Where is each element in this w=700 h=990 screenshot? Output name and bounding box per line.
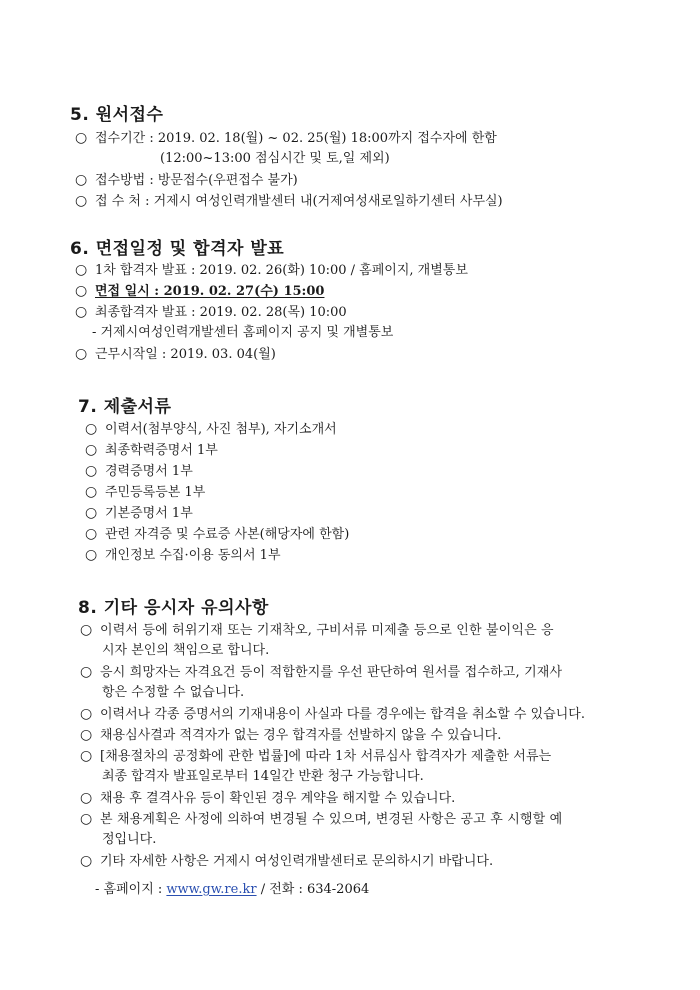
item-text: 접수방법 : 방문접수(우편접수 불가) [95, 173, 298, 188]
section-8-item-1 [80, 622, 554, 639]
section-5-item-1-continuation: (12:00~13:00 점심시간 및 토,일 제외) [160, 151, 390, 166]
item-text: 기본증명서 1부 [105, 506, 193, 521]
circle-bullet-icon: ○ [85, 505, 98, 521]
circle-bullet-icon: ○ [75, 304, 88, 320]
circle-bullet-icon: ○ [80, 664, 93, 680]
section-5-item-3 [75, 193, 503, 210]
interview-date-text: 면접 일시 : 2019. 02. 27(수) 15:00 [95, 284, 325, 299]
item-text: 접 수 처 : 거제시 여성인력개발센터 내(거제여성새로일하기센터 사무실) [95, 194, 503, 209]
circle-bullet-icon: ○ [80, 811, 93, 827]
circle-bullet-icon: ○ [85, 547, 98, 563]
section-7-heading: 7. 제출서류 [78, 397, 172, 417]
item-text: 주민등록등본 1부 [105, 485, 206, 500]
item-text: 최종합격자 발표 : 2019. 02. 28(목) 10:00 [95, 305, 347, 320]
circle-bullet-icon: ○ [80, 790, 93, 806]
circle-bullet-icon: ○ [75, 172, 88, 188]
section-8-item-1-continuation: 시자 본인의 책임으로 합니다. [102, 643, 270, 658]
section-8-item-7 [80, 811, 562, 828]
circle-bullet-icon: ○ [80, 622, 93, 638]
circle-bullet-icon: ○ [85, 463, 98, 479]
item-text: 최종학력증명서 1부 [105, 443, 218, 458]
section-8-heading: 8. 기타 응시자 유의사항 [78, 598, 269, 618]
item-text: 기타 자세한 사항은 거제시 여성인력개발센터로 문의하시기 바랍니다. [100, 854, 494, 869]
section-6-item-1 [75, 262, 468, 279]
circle-bullet-icon: ○ [85, 442, 98, 458]
circle-bullet-icon: ○ [75, 346, 88, 362]
item-text: 개인정보 수집·이용 동의서 1부 [105, 548, 281, 563]
section-7-item-1 [85, 421, 337, 438]
section-8-item-8 [80, 853, 493, 870]
section-6-item-3-continuation: - 거제시여성인력개발센터 홈페이지 공지 및 개별통보 [92, 325, 394, 340]
section-5-item-1 [75, 130, 497, 147]
item-text: 관련 자격증 및 수료증 사본(해당자에 한함) [105, 527, 350, 542]
item-text: 채용심사결과 적격자가 없는 경우 합격자를 선발하지 않을 수 있습니다. [100, 728, 502, 743]
section-7-item-2 [85, 442, 218, 459]
section-8-item-5-continuation: 최종 합격자 발표일로부터 14일간 반환 청구 가능합니다. [102, 769, 424, 784]
contact-line [95, 882, 369, 898]
section-5-item-2 [75, 172, 298, 189]
section-8-item-4 [80, 727, 501, 744]
circle-bullet-icon: ○ [80, 853, 93, 869]
circle-bullet-icon: ○ [75, 193, 88, 209]
section-6-item-2 [75, 283, 324, 300]
circle-bullet-icon: ○ [85, 526, 98, 542]
circle-bullet-icon: ○ [80, 727, 93, 743]
section-8-item-3 [80, 706, 585, 723]
contact-suffix: / 전화 : 634-2064 [256, 882, 370, 897]
section-8-item-7-continuation: 정입니다. [102, 832, 157, 847]
section-8-item-5 [80, 748, 551, 765]
section-7-item-3 [85, 463, 193, 480]
circle-bullet-icon: ○ [85, 421, 98, 437]
item-text: 본 채용계획은 사정에 의하여 변경될 수 있으며, 변경된 사항은 공고 후 시행할 예 [100, 812, 563, 827]
section-8-item-2 [80, 664, 562, 681]
section-8-item-2-continuation: 항은 수정할 수 없습니다. [102, 685, 245, 700]
item-text: 이력서나 각종 증명서의 기재내용이 사실과 다를 경우에는 합격을 취소할 수 있습니다. [100, 707, 585, 722]
contact-prefix: - 홈페이지 : [95, 882, 167, 897]
item-text: 응시 희망자는 자격요건 등이 적합한지를 우선 판단하여 원서를 접수하고, 기재사 [100, 665, 563, 680]
section-7-item-6 [85, 526, 349, 543]
circle-bullet-icon: ○ [75, 130, 88, 146]
circle-bullet-icon: ○ [75, 262, 88, 278]
circle-bullet-icon: ○ [75, 283, 88, 299]
circle-bullet-icon: ○ [80, 706, 93, 722]
circle-bullet-icon: ○ [85, 484, 98, 500]
section-6-heading: 6. 면접일정 및 합격자 발표 [70, 239, 285, 259]
item-text: 접수기간 : 2019. 02. 18(월) ~ 02. 25(월) 18:00까지 접수자에 한함 [95, 131, 497, 146]
section-8-item-6 [80, 790, 455, 807]
item-text: 이력서(첨부양식, 사진 첨부), 자기소개서 [105, 422, 337, 437]
section-6-item-3 [75, 304, 347, 321]
section-5-heading: 5. 원서접수 [70, 105, 164, 125]
item-text: 1차 합격자 발표 : 2019. 02. 26(화) 10:00 / 홈페이지, 개별통보 [95, 263, 468, 278]
homepage-link[interactable]: www.gw.re.kr [166, 882, 257, 897]
circle-bullet-icon: ○ [80, 748, 93, 764]
item-text: 채용 후 결격사유 등이 확인된 경우 계약을 해지할 수 있습니다. [100, 791, 456, 806]
item-text: 이력서 등에 허위기재 또는 기재착오, 구비서류 미제출 등으로 인한 불이익은 응 [100, 623, 554, 638]
item-text: [채용절차의 공정화에 관한 법률]에 따라 1차 서류심사 합격자가 제출한 서류는 [100, 749, 552, 764]
section-7-item-4 [85, 484, 205, 501]
item-text: 경력증명서 1부 [105, 464, 193, 479]
section-7-item-5 [85, 505, 193, 522]
section-7-item-7 [85, 547, 281, 564]
item-text: 근무시작일 : 2019. 03. 04(월) [95, 347, 276, 362]
section-6-item-4 [75, 346, 276, 363]
